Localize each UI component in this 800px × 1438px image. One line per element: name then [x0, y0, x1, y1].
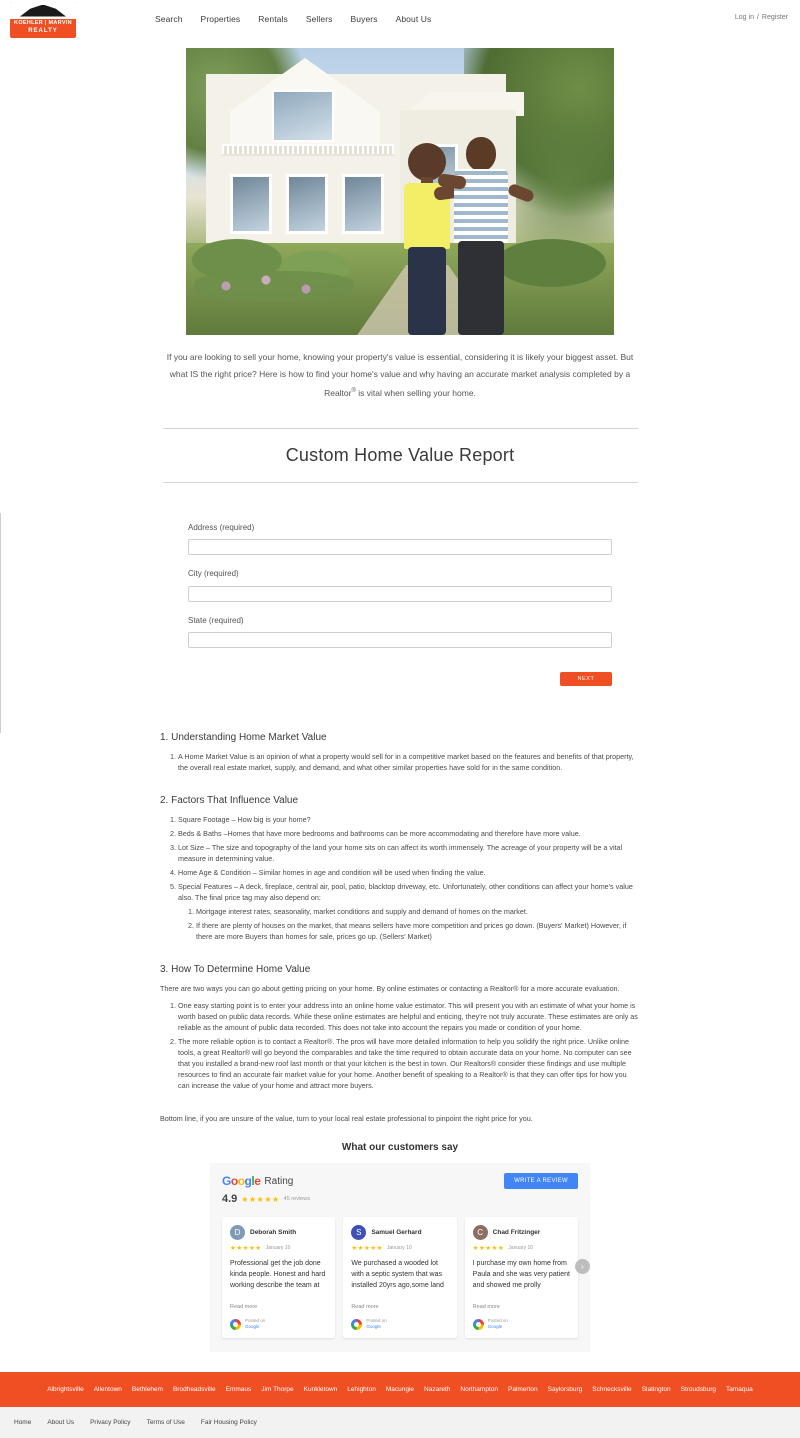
- site-logo[interactable]: [10, 2, 76, 38]
- list-item: 2. The more reliable option is to contact a Realtor®. The pros will have more detailed information to help you solidify the right price. Unlike online tools, a great Realtor® will go beyond the comparables and take the time required to obtain accurate data on your home. No computer can see that you installed a brand-new roof last month or that your kitchen is the best in town. Our Realtors® consider these findings and use multiple resources to find an accurate fair market value for your home. Another benefit of speaking to a Realtor® is that they can offer tips for how you can increase the value of your home and attract more buyers.: [178, 1036, 640, 1091]
- town-link-emmaus[interactable]: Emmaus: [225, 1386, 252, 1394]
- rating-score: 4.9: [222, 1193, 238, 1206]
- city-label: City (required): [188, 569, 239, 579]
- section-2-sublist: [178, 906, 640, 942]
- avatar: S: [351, 1225, 366, 1240]
- list-item: 3. Lot Size – The size and topography of the land your home sits on can affect its worth immensely. The acreage of your property will be a vital measure in determining value.: [178, 842, 640, 864]
- next-reviews-icon[interactable]: ›: [575, 1259, 590, 1274]
- rating-word: Rating: [264, 1175, 294, 1187]
- posted-on-label: [245, 1318, 265, 1330]
- town-link-slatington[interactable]: Slatington: [641, 1386, 671, 1394]
- reviewer-name: Deborah Smith: [250, 1229, 297, 1237]
- logo-roof-icon: [10, 2, 76, 19]
- footer-link-privacy-policy[interactable]: Privacy Policy: [90, 1419, 131, 1427]
- hero-section: [0, 48, 800, 335]
- section-3-heading: 3. How To Determine Home Value: [160, 964, 311, 976]
- avatar: C: [473, 1225, 488, 1240]
- google-logo: Google: [222, 1174, 261, 1189]
- town-link-saylorsburg[interactable]: Saylorsburg: [547, 1386, 583, 1394]
- footer-link-fair-housing-policy[interactable]: Fair Housing Policy: [200, 1419, 257, 1427]
- posted-source: Google: [366, 1324, 381, 1330]
- town-link-macungie[interactable]: Macungie: [385, 1386, 415, 1394]
- posted-on-text: Posted on: [366, 1318, 387, 1324]
- address-label: Address (required): [188, 522, 255, 532]
- nav-item-about-us[interactable]: About Us: [395, 14, 432, 24]
- intro-paragraph: [165, 349, 635, 402]
- article-content: [160, 732, 640, 1124]
- address-field-group: [188, 523, 612, 556]
- intro-text-b: is vital when selling your home.: [355, 387, 476, 398]
- town-link-bethlehem[interactable]: Bethlehem: [131, 1386, 163, 1394]
- list-item: 2. Beds & Baths –Homes that have more bedrooms and bathrooms can be more accommodating and therefore have more value.: [178, 828, 640, 839]
- nav-item-buyers[interactable]: Buyers: [350, 14, 378, 24]
- town-link-schnecksville[interactable]: Schnecksville: [592, 1386, 632, 1394]
- footer-link-terms-of-use[interactable]: Terms of Use: [146, 1419, 185, 1427]
- section-2-heading: 2. Factors That Influence Value: [160, 795, 299, 807]
- review-stars-icon: ★★★★★: [472, 1245, 505, 1253]
- posted-on-label: [366, 1318, 386, 1330]
- review-cards: [222, 1217, 578, 1338]
- reviews-widget: [210, 1163, 590, 1352]
- section-3-list: [160, 1000, 640, 1091]
- site-footer: [0, 1407, 800, 1438]
- section-3-lead: There are two ways you can go about getting pricing on your home. By online estimates or contacting a Realtor® for a more accurate evaluation.: [160, 984, 620, 994]
- posted-on-row: [473, 1318, 570, 1330]
- nav-item-properties[interactable]: Properties: [200, 14, 241, 24]
- posted-source: Google: [487, 1324, 503, 1330]
- rating-summary: [222, 1193, 578, 1205]
- posted-on-text: Posted on: [487, 1318, 508, 1324]
- avatar: D: [230, 1225, 245, 1240]
- account-links: [735, 14, 788, 21]
- list-item: 2. If there are plenty of houses on the market, that means sellers have more competition and prices go down. (Buyers' Market) However, if there are more Buyers than homes for sale, prices go up. (Sellers' Market): [196, 920, 640, 942]
- review-date: January 10: [508, 1245, 534, 1252]
- register-link[interactable]: Register: [761, 14, 788, 21]
- login-link[interactable]: Log in: [734, 14, 754, 21]
- article-bottom-line: Bottom line, if you are unsure of the value, turn to your local real estate professional to pinpoint the right price for you.: [160, 1114, 533, 1124]
- list-item: 1. One easy starting point is to enter your address into an online home value estimator. This will present you with an estimate of what your home is worth based on public data records. While these online estimates are helpful and enticing, they're not truly accurate. These estimates are only as reliable as the amount of public data recorded. This does not take into account the repairs you made or condition of your home.: [178, 1000, 640, 1033]
- reviewer-name: Samuel Gerhard: [371, 1229, 422, 1237]
- service-areas-bar: [0, 1372, 800, 1407]
- read-more-link[interactable]: Read more: [230, 1304, 258, 1311]
- review-count: 45 reviews: [283, 1196, 310, 1203]
- google-icon: [230, 1319, 241, 1330]
- reviews-header: [222, 1173, 578, 1189]
- review-date: January 10: [386, 1245, 412, 1252]
- list-item: [178, 881, 640, 942]
- list-item: 1. A Home Market Value is an opinion of what a property would sell for in a competitive market based on the features and benefits of that property, the overall real estate market, supply, and demand, and what other similar properties have sold for in the same condition.: [178, 751, 640, 773]
- registered-mark: ®: [351, 388, 356, 394]
- town-link-palmerton[interactable]: Palmerton: [507, 1386, 538, 1394]
- posted-source: Google: [245, 1324, 260, 1330]
- list-item: 1. Square Footage – How big is your home?: [178, 814, 640, 825]
- town-link-tamaqua[interactable]: Tamaqua: [726, 1386, 753, 1394]
- next-button[interactable]: NEXT: [560, 672, 612, 686]
- town-link-albrightsville[interactable]: Albrightsville: [47, 1386, 84, 1394]
- state-label: State (required): [188, 615, 244, 625]
- list-item-text: Special Features – A deck, fireplace, central air, pool, patio, blacktop driveway, etc. Unfortunately, other conditions can affect your home's value also. The final price tag may also depend on:: [178, 882, 633, 903]
- main-nav: [155, 0, 431, 24]
- state-input[interactable]: [188, 632, 612, 648]
- logo-line-1: KOEHLER | MARVIN: [14, 20, 72, 26]
- form-left-divider: [0, 513, 1, 733]
- section-1-heading: 1. Understanding Home Market Value: [160, 732, 327, 744]
- logo-line-2: REALTY: [28, 28, 58, 34]
- read-more-link[interactable]: Read more: [351, 1304, 379, 1311]
- reviewer-name: Chad Fritzinger: [492, 1229, 541, 1237]
- reviews-heading: What our customers say: [341, 1142, 459, 1154]
- state-field-group: [188, 616, 612, 649]
- town-link-brodheadsville[interactable]: Brodheadsville: [172, 1386, 216, 1394]
- review-card[interactable]: [465, 1217, 578, 1338]
- address-input[interactable]: [188, 539, 612, 555]
- review-card[interactable]: [222, 1217, 335, 1338]
- account-separator: /: [756, 14, 759, 21]
- town-link-kunkletown[interactable]: Kunkletown: [303, 1386, 338, 1394]
- city-field-group: [188, 569, 612, 602]
- google-icon: [351, 1319, 362, 1330]
- home-value-form: [0, 523, 800, 687]
- review-date: January 10: [265, 1245, 291, 1252]
- town-link-lehighton[interactable]: Lehighton: [347, 1386, 376, 1394]
- review-text: We purchased a wooded lot with a septic system that was installed 20yrs ago,some land: [351, 1260, 444, 1290]
- couple-figure: [398, 135, 514, 335]
- nav-item-rentals[interactable]: Rentals: [258, 14, 288, 24]
- write-review-button[interactable]: WRITE A REVIEW: [504, 1173, 578, 1189]
- town-link-stroudsburg[interactable]: Stroudsburg: [680, 1386, 717, 1394]
- posted-on-text: Posted on: [245, 1318, 266, 1324]
- town-link-nazareth[interactable]: Nazareth: [424, 1386, 451, 1394]
- city-input[interactable]: [188, 586, 612, 602]
- read-more-link[interactable]: Read more: [472, 1304, 500, 1311]
- rating-stars-icon: ★★★★★: [241, 1194, 280, 1204]
- town-link-allentown[interactable]: Allentown: [93, 1386, 122, 1394]
- page-title: Custom Home Value Report: [285, 444, 515, 465]
- nav-item-sellers[interactable]: Sellers: [305, 14, 333, 24]
- footer-link-about-us[interactable]: About Us: [47, 1419, 75, 1427]
- list-item: 1. Mortgage interest rates, seasonality, market conditions and supply and demand of homes on the market.: [196, 906, 640, 917]
- intro-text-a: If you are looking to sell your home, knowing your property's value is essential, considering it is likely your biggest asset. But what IS the right price? Here is how to find your home's value and why having an accurate market analysis completed by a Realtor: [166, 352, 634, 398]
- review-text: Professional get the job done kinda people. Honest and hard working describe the team at: [230, 1260, 326, 1290]
- posted-on-row: [351, 1318, 448, 1330]
- posted-on-label: [488, 1318, 508, 1330]
- section-1-list: [160, 751, 640, 773]
- town-link-northampton[interactable]: Northampton: [460, 1386, 498, 1394]
- review-stars-icon: ★★★★★: [230, 1245, 262, 1253]
- review-card[interactable]: [343, 1217, 456, 1338]
- hero-image: [186, 48, 614, 335]
- site-header: [0, 0, 800, 46]
- town-link-jim-thorpe[interactable]: Jim Thorpe: [261, 1386, 294, 1394]
- nav-item-search[interactable]: Search: [155, 14, 183, 24]
- footer-link-home[interactable]: Home: [14, 1419, 32, 1427]
- section-2-list: [160, 814, 640, 942]
- review-stars-icon: ★★★★★: [351, 1245, 383, 1253]
- posted-on-row: [230, 1318, 327, 1330]
- report-title-block: [163, 428, 638, 483]
- google-icon: [473, 1319, 484, 1330]
- list-item: 4. Home Age & Condition – Similar homes in age and condition will be used when finding the value.: [178, 867, 640, 878]
- review-text: I purchase my own home from Paula and she was very patient and showed me prolly: [472, 1260, 570, 1290]
